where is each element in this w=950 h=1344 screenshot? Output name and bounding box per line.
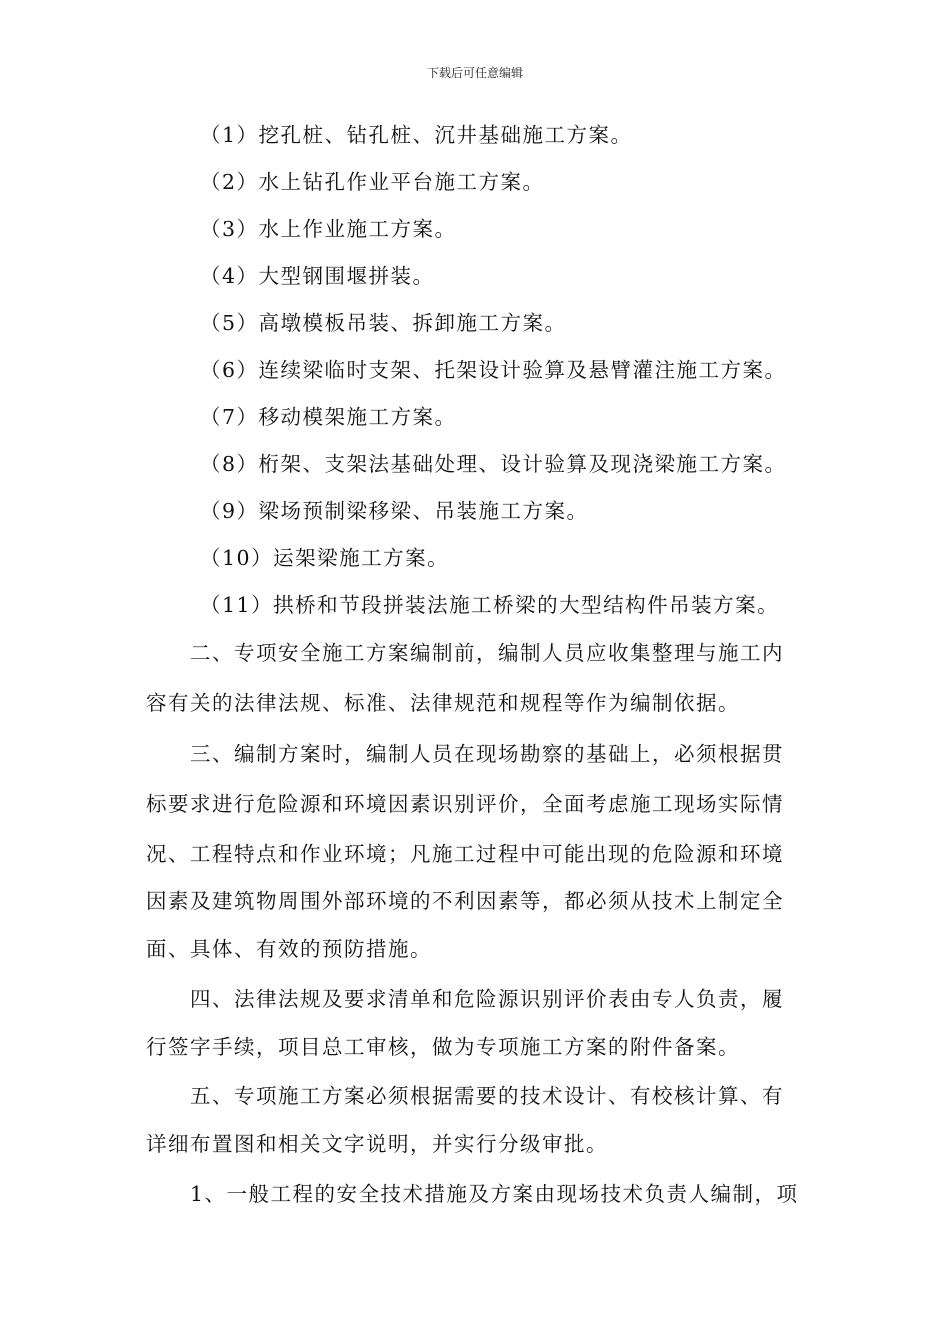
paragraph-line: 行签字手续，项目总工审核，做为专项施工方案的附件备案。 xyxy=(146,1035,740,1059)
list-item: （6）连续梁临时支架、托架设计验算及悬臂灌注施工方案。 xyxy=(200,358,787,382)
list-item: （10）运架梁施工方案。 xyxy=(200,546,450,570)
list-item: （7）移动模架施工方案。 xyxy=(200,405,457,429)
list-item: （1）挖孔桩、钻孔桩、沉井基础施工方案。 xyxy=(200,123,633,147)
paragraph-line: 五、专项施工方案必须根据需要的技术设计、有校核计算、有 xyxy=(190,1084,784,1108)
list-item: （11）拱桥和节段拼装法施工桥梁的大型结构件吊装方案。 xyxy=(200,593,780,617)
list-item: （8）桁架、支架法基础处理、设计验算及现浇梁施工方案。 xyxy=(200,452,787,476)
paragraph-line: 1、一般工程的安全技术措施及方案由现场技术负责人编制，项 xyxy=(190,1182,799,1206)
paragraph-line: 详细布置图和相关文字说明，并实行分级审批。 xyxy=(146,1132,608,1156)
paragraph-line: 三、编制方案时，编制人员在现场勘察的基础上，必须根据贯 xyxy=(190,742,784,766)
list-item: （5）高墩模板吊装、拆卸施工方案。 xyxy=(200,311,567,335)
paragraph-line: 况、工程特点和作业环境；凡施工过程中可能出现的危险源和环境 xyxy=(146,842,784,866)
list-item: （3）水上作业施工方案。 xyxy=(200,217,457,241)
list-item: （9）梁场预制梁移梁、吊装施工方案。 xyxy=(200,499,589,523)
paragraph-line: 面、具体、有效的预防措施。 xyxy=(146,937,432,961)
paragraph-line: 二、专项安全施工方案编制前，编制人员应收集整理与施工内 xyxy=(190,641,784,665)
list-item: （4）大型钢围堰拼装。 xyxy=(200,264,435,288)
paragraph-line: 容有关的法律法规、标准、法律规范和规程等作为编制依据。 xyxy=(146,691,740,715)
list-item: （2）水上钻孔作业平台施工方案。 xyxy=(200,170,545,194)
page-header-note: 下载后可任意编辑 xyxy=(426,66,523,80)
paragraph-line: 标要求进行危险源和环境因素识别评价，全面考虑施工现场实际情 xyxy=(146,792,784,816)
paragraph-line: 因素及建筑物周围外部环境的不利因素等，都必须从技术上制定全 xyxy=(146,889,784,913)
paragraph-line: 四、法律法规及要求清单和危险源识别评价表由专人负责，履 xyxy=(190,987,784,1011)
